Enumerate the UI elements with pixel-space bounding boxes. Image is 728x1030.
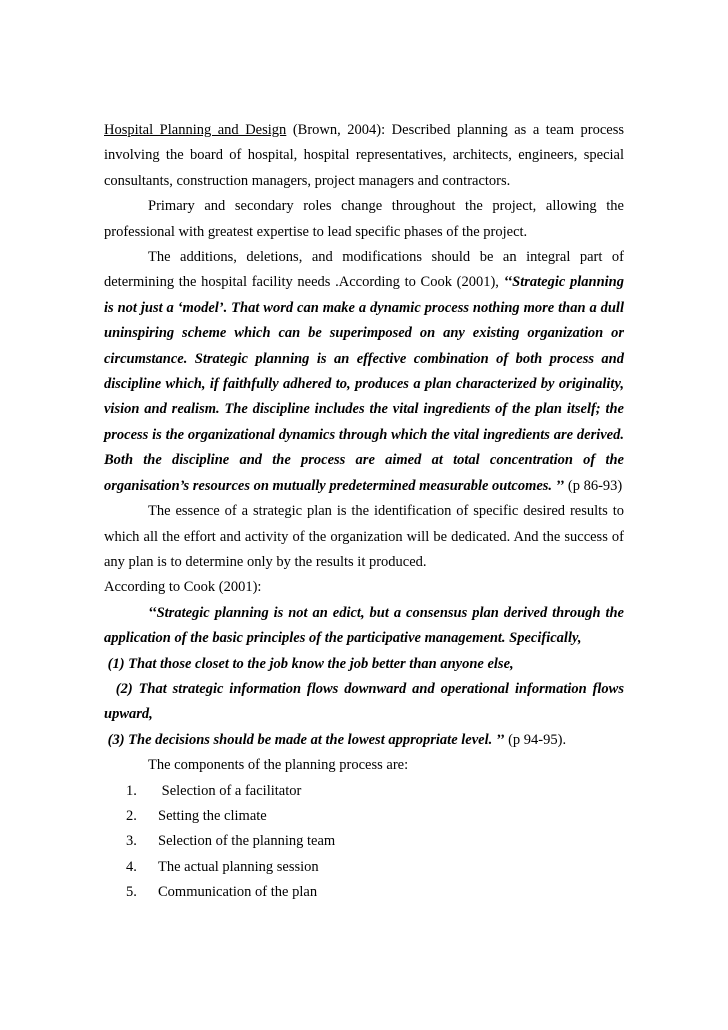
list-number: 5.	[126, 884, 137, 901]
list-item	[104, 829, 624, 854]
cook-quote: ‘‘Strategic planning is not just a ‘model’. That word can make a dynamic process nothing more than a dull uninspiring scheme which can be superimposed on any existing organization or circumstance. Strategic planning is an effective combination of both process and discipline which, if faithfully adhered to, produces a plan characterized by originality, vision and realism. The discipline includes the vital ingredients of the plan itself; the process is the organizational dynamics through which the vital ingredients are derived. Both the discipline and the process are aimed at total concentration of the organisation’s resources on mutually predetermined measurable outcomes. ’’	[104, 274, 624, 494]
list-text: Selection of the planning team	[158, 833, 336, 850]
list-item	[104, 880, 624, 905]
list-number: 3.	[126, 833, 137, 850]
citation: (p 86-93)	[564, 477, 623, 494]
paragraph-modifications	[104, 245, 624, 499]
paragraph-text: (Brown, 2004): Described planning as a team process involving the board of hospital, hospital representatives, architects, engineers, special consultants, construction managers, project managers and contractors.	[104, 122, 624, 189]
citation: (p 94-95).	[504, 731, 567, 748]
list-item	[104, 855, 624, 880]
list-number: 4.	[126, 858, 137, 875]
list-number: 2.	[126, 807, 137, 824]
paragraph-roles: Primary and secondary roles change throughout the project, allowing the professional with greatest expertise to lead specific phases of the project.	[104, 198, 624, 240]
list-item	[104, 779, 624, 804]
list-item	[104, 804, 624, 829]
list-text: Selection of a facilitator	[158, 782, 302, 799]
document-page	[104, 118, 628, 906]
quote2-intro: ‘‘Strategic planning is not an edict, but a consensus plan derived through the application of the basic principles of the participative management. Specifically,	[104, 604, 624, 647]
list-number: 1.	[126, 782, 137, 799]
paragraph-text: The additions, deletions, and modifications should be an integral part of determining the hospital facility needs .According to Cook (2001),	[104, 249, 624, 291]
paragraph-according-to: According to Cook (2001):	[104, 579, 262, 596]
paragraph-essence: The essence of a strategic plan is the identification of specific desired results to which all the effort and activity of the organization will be dedicated. And the success of any plan is to determine only by the results it produced.	[104, 503, 624, 570]
paragraph-hospital-planning	[104, 118, 624, 194]
paragraph-components: The components of the planning process are:	[148, 757, 409, 774]
quote2-point-3: (3) The decisions should be made at the lowest appropriate level. ’’	[104, 731, 505, 748]
components-list	[104, 779, 624, 906]
source-title: Hospital Planning and Design	[104, 122, 287, 138]
list-text: Communication of the plan	[158, 884, 318, 901]
quote2-point-3-line	[104, 728, 624, 753]
quote2-point-2: (2) That strategic information flows downward and operational information flows upward,	[104, 680, 628, 723]
list-text: The actual planning session	[158, 858, 319, 875]
quote2-point-1: (1) That those closet to the job know the job better than anyone else,	[104, 655, 514, 672]
list-text: Setting the climate	[158, 807, 267, 824]
